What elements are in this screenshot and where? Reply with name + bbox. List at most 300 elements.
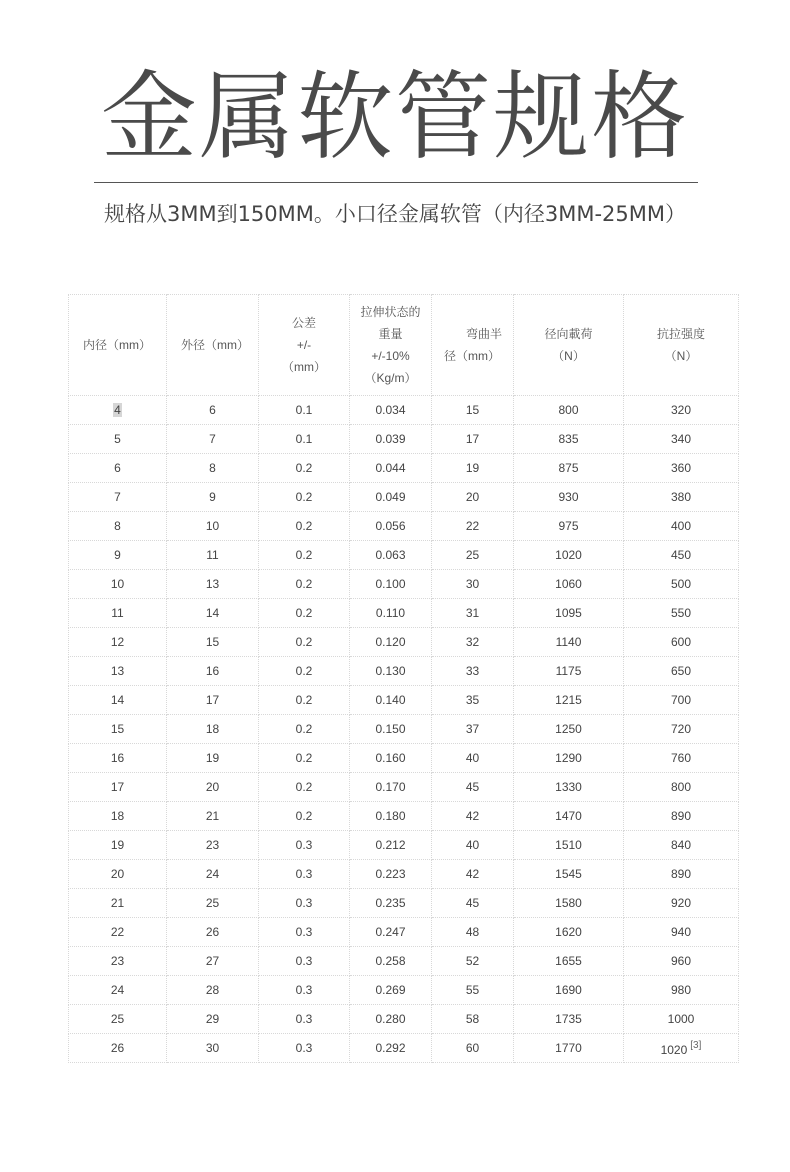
cell-value: 23 (110, 954, 125, 968)
table-cell (624, 599, 739, 628)
cell-value: 31 (465, 606, 480, 620)
table-cell (350, 454, 432, 483)
cell-value: 33 (465, 664, 480, 678)
cell-value: 6 (114, 461, 121, 475)
table-cell (167, 657, 259, 686)
table-cell (167, 773, 259, 802)
table-cell (432, 425, 514, 454)
table-cell (167, 860, 259, 889)
table-cell (350, 657, 432, 686)
table-cell (259, 715, 350, 744)
table-row (69, 396, 739, 425)
cell-value: 22 (110, 925, 125, 939)
table-row (69, 599, 739, 628)
table-cell (259, 802, 350, 831)
cell-value: 30 (465, 577, 480, 591)
cell-value: 0.063 (375, 548, 406, 562)
cell-value: 0.223 (375, 867, 406, 881)
column-header-0 (69, 295, 167, 396)
cell-value: 760 (670, 751, 692, 765)
table-cell (259, 628, 350, 657)
table-cell (432, 802, 514, 831)
cell-value: 16 (110, 751, 125, 765)
cell-value: 25 (465, 548, 480, 562)
table-cell (259, 1005, 350, 1034)
table-cell (259, 425, 350, 454)
cell-value: 17 (110, 780, 125, 794)
cell-value: 0.2 (295, 780, 313, 794)
table-cell (350, 773, 432, 802)
cell-value: 1140 (555, 635, 582, 649)
table-row (69, 715, 739, 744)
table-header-row (69, 295, 739, 396)
cell-value: 55 (465, 983, 480, 997)
cell-value: 890 (670, 867, 692, 881)
table-cell (167, 715, 259, 744)
cell-value: 800 (670, 780, 692, 794)
cell-value: 0.056 (375, 519, 406, 533)
column-header-4 (432, 295, 514, 396)
cell-value: 875 (558, 461, 579, 475)
table-cell (350, 976, 432, 1005)
column-header-line: +/- (296, 338, 312, 352)
table-cell (432, 715, 514, 744)
cell-value: 0.2 (295, 635, 313, 649)
table-cell (514, 773, 624, 802)
cell-value: 25 (110, 1012, 125, 1026)
table-cell (259, 396, 350, 425)
table-cell (350, 512, 432, 541)
cell-value: 17 (205, 693, 220, 707)
cell-value: 9 (114, 548, 121, 562)
cell-value: 0.044 (375, 461, 406, 475)
table-cell (350, 831, 432, 860)
table-cell (69, 802, 167, 831)
cell-value: 0.3 (295, 1041, 313, 1055)
table-cell (624, 1005, 739, 1034)
table-cell (259, 454, 350, 483)
table-cell (259, 744, 350, 773)
cell-value: 600 (670, 635, 692, 649)
cell-value: 0.3 (295, 867, 313, 881)
table-cell (350, 802, 432, 831)
cell-value: 45 (465, 896, 480, 910)
table-cell (167, 396, 259, 425)
cell-value: 500 (670, 577, 692, 591)
table-cell (167, 512, 259, 541)
column-header-line: +/-10% (371, 349, 410, 363)
cell-value: 0.110 (375, 606, 406, 620)
cell-value: 0.100 (375, 577, 406, 591)
table-row (69, 686, 739, 715)
cell-value: 29 (205, 1012, 220, 1026)
spec-table-container (68, 294, 738, 1063)
cell-value: 21 (205, 809, 220, 823)
cell-value: 16 (205, 664, 220, 678)
table-cell (432, 744, 514, 773)
table-cell (432, 541, 514, 570)
cell-value: 20 (205, 780, 220, 794)
table-cell (167, 831, 259, 860)
cell-value: 360 (670, 461, 692, 475)
cell-value: 0.2 (295, 577, 313, 591)
table-cell (624, 454, 739, 483)
table-cell (69, 599, 167, 628)
table-cell (624, 773, 739, 802)
cell-value: 19 (110, 838, 125, 852)
cell-value: 975 (558, 519, 579, 533)
table-row (69, 628, 739, 657)
cell-value: 30 (205, 1041, 220, 1055)
cell-value: 400 (670, 519, 692, 533)
cell-value: 550 (670, 606, 692, 620)
cell-value: 0.2 (295, 722, 313, 736)
cell-value: 0.3 (295, 1012, 313, 1026)
cell-value: 0.2 (295, 548, 313, 562)
cell-value: 0.034 (375, 403, 406, 417)
table-cell (624, 512, 739, 541)
table-cell (514, 396, 624, 425)
table-cell (624, 802, 739, 831)
table-row (69, 570, 739, 599)
table-cell (432, 831, 514, 860)
table-row (69, 483, 739, 512)
column-header-line: 外径（mm） (181, 338, 249, 352)
table-row (69, 744, 739, 773)
footnote-reference-link[interactable]: [3] (690, 1039, 702, 1051)
cell-value: 40 (465, 751, 480, 765)
table-cell (432, 947, 514, 976)
table-cell (514, 889, 624, 918)
table-row (69, 541, 739, 570)
cell-value: 19 (205, 751, 220, 765)
cell-value: 0.2 (295, 809, 313, 823)
cell-value: 840 (670, 838, 692, 852)
table-cell (624, 947, 739, 976)
table-cell (624, 425, 739, 454)
cell-value: 0.235 (375, 896, 406, 910)
cell-value: 1215 (555, 693, 582, 707)
table-row (69, 976, 739, 1005)
cell-value: 24 (205, 867, 220, 881)
table-cell (432, 1005, 514, 1034)
table-cell (69, 976, 167, 1005)
cell-value: 930 (558, 490, 579, 504)
cell-value: 0.247 (375, 925, 406, 939)
column-header-line: 拉伸状态的 (360, 305, 421, 319)
cell-value: 0.3 (295, 838, 313, 852)
table-cell (350, 1005, 432, 1034)
cell-value: 11 (206, 548, 219, 562)
table-cell (69, 1034, 167, 1063)
table-cell (167, 425, 259, 454)
table-cell (432, 918, 514, 947)
cell-value: 20 (110, 867, 125, 881)
table-cell (167, 570, 259, 599)
cell-value: 940 (670, 925, 692, 939)
table-cell (167, 483, 259, 512)
cell-value: 0.2 (295, 693, 313, 707)
cell-value: 11 (111, 606, 124, 620)
table-cell (69, 773, 167, 802)
table-cell (432, 860, 514, 889)
cell-value: 8 (114, 519, 121, 533)
cell-value: 0.2 (295, 519, 313, 533)
cell-value: 1580 (555, 896, 582, 910)
table-cell (432, 512, 514, 541)
table-cell (69, 686, 167, 715)
table-cell (514, 425, 624, 454)
table-cell (259, 947, 350, 976)
table-cell (624, 744, 739, 773)
column-header-line: （N） (552, 349, 585, 363)
table-cell (350, 1034, 432, 1063)
cell-value: 1175 (555, 664, 582, 678)
column-header-line: 内径（mm） (83, 338, 151, 352)
table-row (69, 860, 739, 889)
cell-value: 0.3 (295, 925, 313, 939)
table-cell (259, 512, 350, 541)
table-cell (624, 715, 739, 744)
table-cell (69, 541, 167, 570)
cell-value: 1020 (660, 1042, 688, 1057)
cell-value: 720 (670, 722, 692, 736)
table-cell (624, 686, 739, 715)
table-cell (259, 860, 350, 889)
cell-value: 450 (670, 548, 692, 562)
table-cell (350, 686, 432, 715)
cell-value: 58 (465, 1012, 480, 1026)
cell-value: 9 (209, 490, 216, 504)
cell-value: 12 (110, 635, 125, 649)
cell-value: 0.180 (375, 809, 406, 823)
table-cell (69, 657, 167, 686)
table-cell (167, 1005, 259, 1034)
column-header-line: （Kg/m） (364, 371, 417, 385)
table-cell (624, 918, 739, 947)
cell-value: 980 (670, 983, 692, 997)
cell-value: 42 (465, 809, 480, 823)
column-header-2 (259, 295, 350, 396)
table-cell (167, 628, 259, 657)
table-cell (514, 918, 624, 947)
cell-value: 1510 (555, 838, 582, 852)
table-cell (514, 512, 624, 541)
table-cell (514, 541, 624, 570)
cell-value: 24 (110, 983, 125, 997)
table-cell (69, 454, 167, 483)
table-cell (514, 483, 624, 512)
table-row (69, 773, 739, 802)
cell-value: 0.160 (375, 751, 406, 765)
table-cell (69, 831, 167, 860)
table-cell (432, 686, 514, 715)
cell-value: 0.1 (295, 432, 313, 446)
table-cell (167, 918, 259, 947)
table-row (69, 831, 739, 860)
table-cell (350, 599, 432, 628)
table-row (69, 657, 739, 686)
table-cell (432, 628, 514, 657)
cell-value: 0.3 (295, 983, 313, 997)
cell-value: 8 (209, 461, 216, 475)
table-cell (350, 947, 432, 976)
table-body (69, 396, 739, 1063)
column-header-line: 径（mm） (444, 349, 500, 363)
cell-value: 26 (205, 925, 220, 939)
cell-value: 7 (114, 490, 121, 504)
table-cell (259, 570, 350, 599)
table-cell (624, 860, 739, 889)
table-row (69, 1005, 739, 1034)
cell-value: 21 (110, 896, 125, 910)
table-cell (69, 425, 167, 454)
cell-value: 1095 (555, 606, 582, 620)
cell-value: 17 (465, 432, 480, 446)
table-cell (432, 483, 514, 512)
cell-value: 37 (465, 722, 480, 736)
cell-value: 15 (110, 722, 125, 736)
table-cell (167, 947, 259, 976)
column-header-6 (624, 295, 739, 396)
cell-value: 0.292 (375, 1041, 406, 1055)
table-cell (624, 657, 739, 686)
table-cell (624, 570, 739, 599)
cell-value: 14 (205, 606, 220, 620)
cell-value: 920 (670, 896, 692, 910)
cell-value: 1020 (555, 548, 582, 562)
cell-value: 4 (114, 403, 121, 417)
table-cell (167, 599, 259, 628)
cell-value: 700 (670, 693, 692, 707)
cell-value: 320 (670, 403, 692, 417)
cell-value: 35 (465, 693, 480, 707)
table-cell (167, 686, 259, 715)
cell-value: 40 (465, 838, 480, 852)
cell-value: 20 (465, 490, 480, 504)
column-header-5 (514, 295, 624, 396)
cell-value: 22 (465, 519, 480, 533)
table-cell (69, 744, 167, 773)
table-cell (259, 657, 350, 686)
column-header-line: （mm） (282, 360, 326, 374)
table-cell (167, 802, 259, 831)
cell-value: 0.3 (295, 954, 313, 968)
table-cell (514, 802, 624, 831)
table-cell (432, 570, 514, 599)
cell-value: 26 (110, 1041, 125, 1055)
table-cell (259, 918, 350, 947)
cell-value: 0.140 (375, 693, 406, 707)
table-cell (350, 918, 432, 947)
column-header-line: 弯曲半 (466, 327, 503, 341)
cell-value: 18 (205, 722, 220, 736)
cell-value: 15 (205, 635, 220, 649)
cell-value: 1470 (555, 809, 582, 823)
table-cell (432, 1034, 514, 1063)
table-cell (350, 541, 432, 570)
cell-value: 18 (110, 809, 125, 823)
table-row (69, 802, 739, 831)
table-cell (259, 889, 350, 918)
table-row (69, 947, 739, 976)
table-cell (350, 860, 432, 889)
cell-value: 7 (209, 432, 216, 446)
table-cell (350, 396, 432, 425)
spec-table (68, 294, 739, 1063)
table-cell (514, 976, 624, 1005)
cell-value: 1655 (555, 954, 582, 968)
cell-value: 1290 (555, 751, 582, 765)
column-header-3 (350, 295, 432, 396)
cell-value: 0.039 (375, 432, 406, 446)
cell-value: 960 (670, 954, 692, 968)
column-header-line: 径向載荷 (544, 327, 593, 341)
cell-value: 0.130 (375, 664, 406, 678)
table-cell (69, 715, 167, 744)
table-row (69, 1034, 739, 1063)
page-title: 金属软管规格 (101, 61, 689, 173)
table-cell (259, 599, 350, 628)
cell-value: 0.1 (295, 403, 313, 417)
title-divider (94, 182, 698, 183)
table-cell (259, 686, 350, 715)
table-cell (624, 483, 739, 512)
table-cell (167, 976, 259, 1005)
table-cell (624, 1034, 739, 1063)
column-header-line: 抗拉强度 (656, 327, 705, 341)
cell-value: 0.150 (375, 722, 406, 736)
cell-value: 52 (465, 954, 480, 968)
cell-value: 10 (110, 577, 125, 591)
cell-value: 1330 (555, 780, 582, 794)
table-cell (432, 773, 514, 802)
cell-value: 1250 (555, 722, 582, 736)
table-cell (167, 744, 259, 773)
cell-value: 1690 (555, 983, 582, 997)
table-cell (259, 976, 350, 1005)
table-cell (514, 715, 624, 744)
table-cell (514, 744, 624, 773)
table-cell (624, 628, 739, 657)
column-header-line: 公差 (291, 316, 316, 330)
column-header-line: （N） (664, 349, 698, 363)
cell-value: 19 (465, 461, 480, 475)
table-cell (69, 396, 167, 425)
cell-value: 23 (205, 838, 220, 852)
table-cell (69, 570, 167, 599)
column-header-1 (167, 295, 259, 396)
column-header-line: 重量 (378, 327, 403, 341)
table-cell (432, 396, 514, 425)
cell-value: 0.3 (295, 896, 313, 910)
cell-value: 650 (670, 664, 692, 678)
table-cell (432, 657, 514, 686)
cell-value: 32 (465, 635, 480, 649)
table-cell (69, 1005, 167, 1034)
table-cell (432, 889, 514, 918)
table-cell (350, 628, 432, 657)
cell-value: 0.2 (295, 664, 313, 678)
cell-value: 15 (465, 403, 480, 417)
table-cell (514, 1034, 624, 1063)
cell-value: 0.120 (375, 635, 406, 649)
cell-value: 5 (114, 432, 121, 446)
table-cell (432, 976, 514, 1005)
cell-value: 0.212 (375, 838, 406, 852)
cell-value: 0.269 (375, 983, 406, 997)
table-row (69, 512, 739, 541)
